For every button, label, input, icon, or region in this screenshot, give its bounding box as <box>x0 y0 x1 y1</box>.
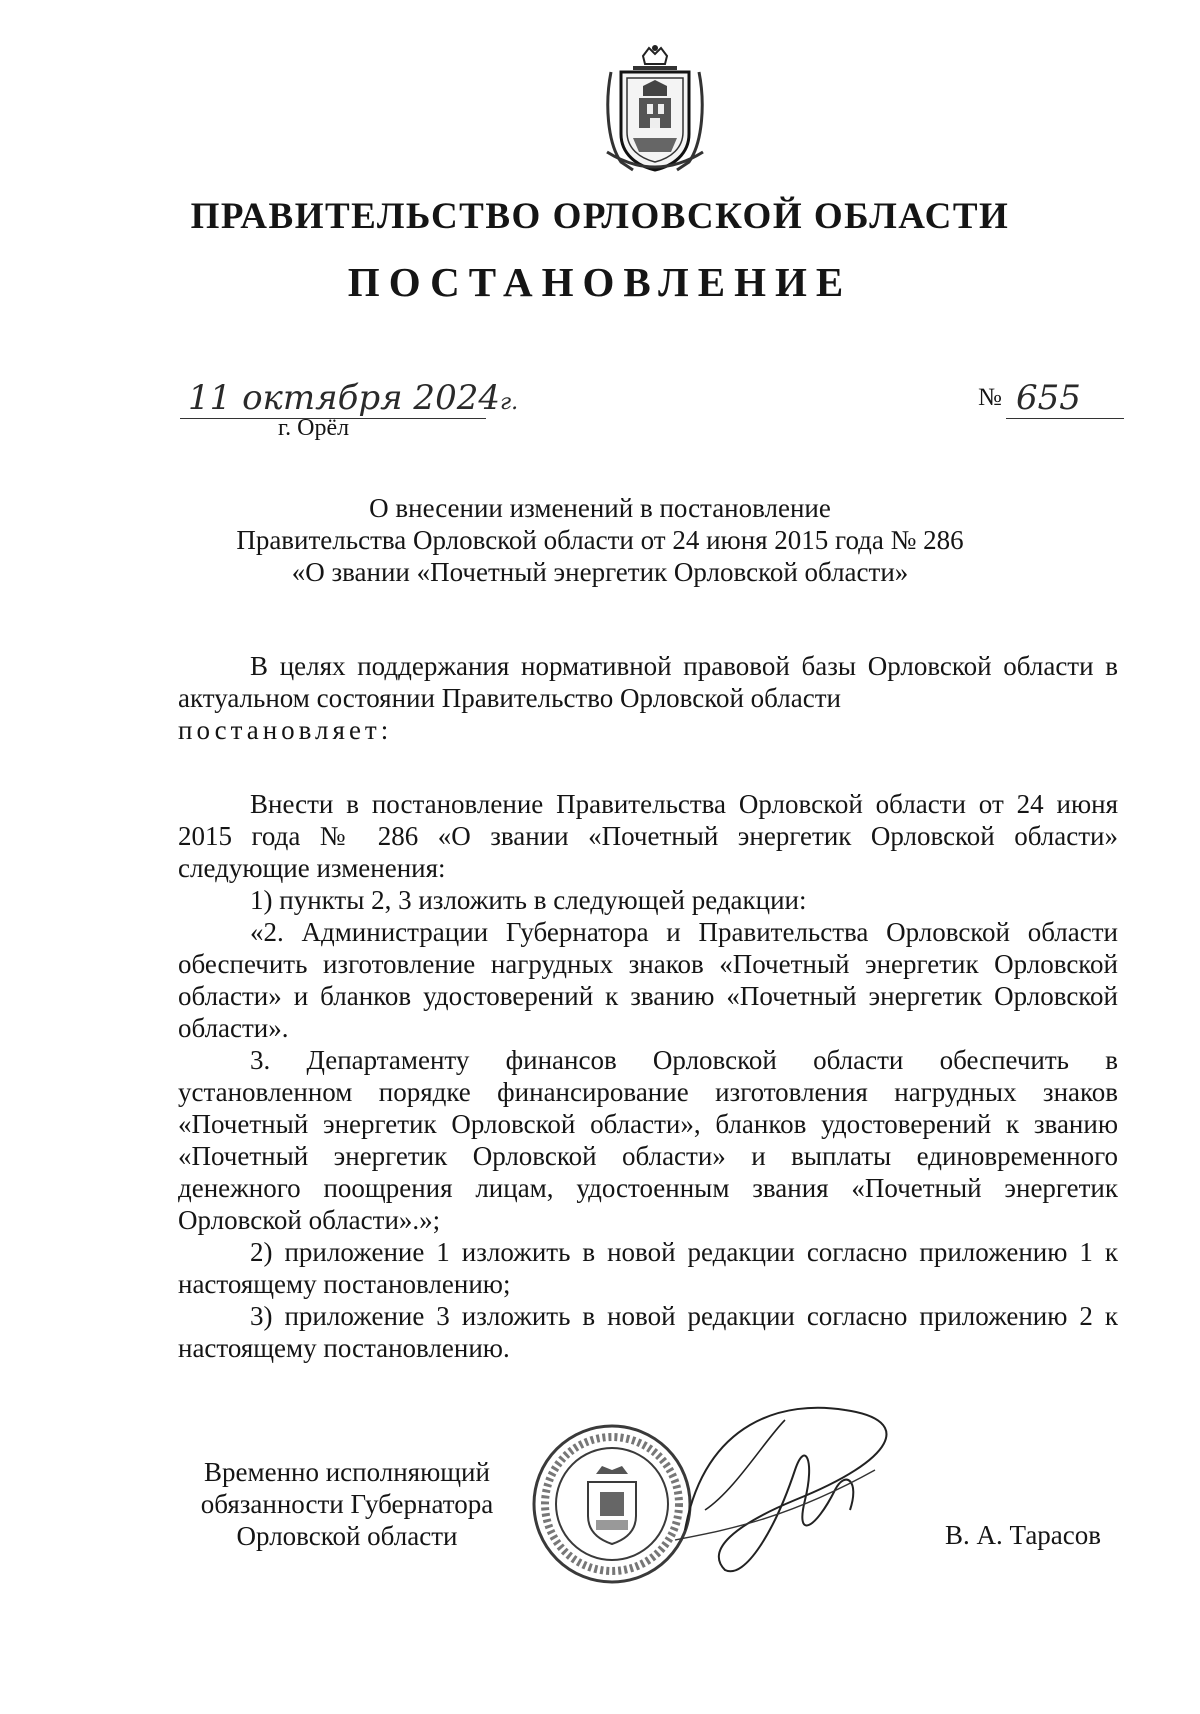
government-title: ПРАВИТЕЛЬСТВО ОРЛОВСКОЙ ОБЛАСТИ <box>190 196 1010 237</box>
position-line-3: Орловской области <box>236 1521 458 1551</box>
handwritten-signature <box>645 1380 945 1590</box>
document-subject <box>0 492 1200 588</box>
signatory-position <box>178 1456 516 1552</box>
position-line-2: обязанности Губернатора <box>200 1489 494 1519</box>
position-line-1: Временно исполняющий <box>204 1457 490 1487</box>
date-suffix: г. <box>499 390 519 415</box>
date-value: 11 октября 2024 <box>188 378 500 418</box>
resolution-body <box>178 788 1118 1364</box>
document-type-title: ПОСТАНОВЛЕНИЕ <box>347 259 853 305</box>
coat-of-arms-emblem <box>603 42 707 177</box>
body-paragraph-4: 3. Департаменту финансов Орловской области обеспечить в установленном порядке финансирование изготовления нагрудных знаков «Почетный энергетик Орловской области», бланков удостоверений к званию «Почетный энергетик Орловской области» и выплаты единовременного денежного поощрения лицам, удостоенным звания «Почетный энергетик Орловской области».»; <box>178 1045 1118 1235</box>
resolves-word: постановляет: <box>178 715 393 745</box>
signer-name: В. А. Тарасов <box>945 1520 1102 1550</box>
subject-line-2: Правительства Орловской области от 24 июня 2015 года № 286 <box>236 525 964 555</box>
body-paragraph-3: «2. Администрации Губернатора и Правительства Орловской области обеспечить изготовление нагрудных знаков «Почетный энергетик Орловской области» и бланков удостоверений к званию «Почетный энергетик Орловской области». <box>178 917 1118 1043</box>
body-paragraph-2: 1) пункты 2, 3 изложить в следующей редакции: <box>250 885 807 915</box>
body-paragraph-5: 2) приложение 1 изложить в новой редакции согласно приложению 1 к настоящему постановлению; <box>178 1237 1118 1299</box>
handwritten-number: 655 <box>1016 378 1081 418</box>
preamble-block <box>178 650 1118 746</box>
number-underline <box>1006 418 1124 419</box>
body-paragraph-1: Внести в постановление Правительства Орловской области от 24 июня 2015 года № 286 «О звании «Почетный энергетик Орловской области» следующие изменения: <box>178 789 1118 883</box>
preamble-text: В целях поддержания нормативной правовой базы Орловской области в актуальном состоянии Правительство Орловской области <box>178 651 1118 713</box>
subject-line-1: О внесении изменений в постановление <box>369 493 831 523</box>
number-sign: № <box>978 384 1002 411</box>
subject-line-3: «О звании «Почетный энергетик Орловской области» <box>291 557 909 587</box>
city-label: г. Орёл <box>278 415 350 441</box>
handwritten-date <box>188 378 518 418</box>
body-paragraph-6: 3) приложение 3 изложить в новой редакции согласно приложению 2 к настоящему постановлению. <box>178 1301 1118 1363</box>
